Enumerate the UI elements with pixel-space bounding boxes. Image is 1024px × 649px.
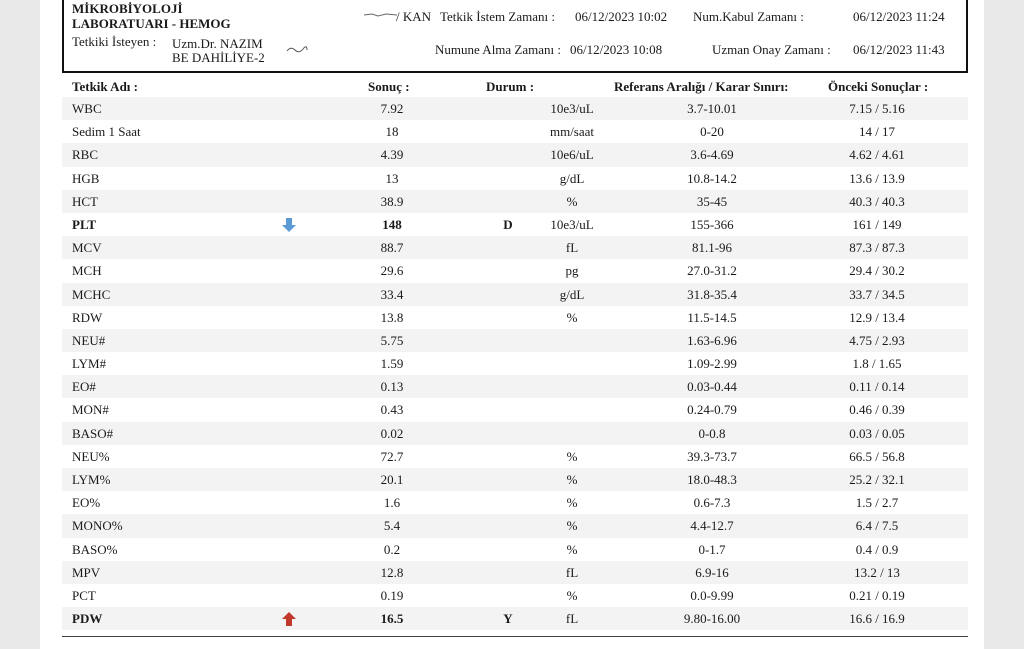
accept-time-label: Num.Kabul Zamanı : bbox=[693, 9, 804, 24]
test-name: MCV bbox=[72, 240, 102, 256]
table-row bbox=[62, 352, 968, 375]
table-row bbox=[62, 283, 968, 306]
unit: pg bbox=[565, 263, 579, 279]
table-row bbox=[62, 213, 968, 236]
unit: % bbox=[566, 472, 578, 487]
unit: % bbox=[566, 587, 578, 603]
result-value: 5.4 bbox=[383, 518, 401, 534]
result-value: 0.13 bbox=[380, 379, 404, 395]
unit: g/dL bbox=[559, 170, 585, 186]
header-divider bbox=[62, 71, 968, 73]
reference-range: 3.6-4.69 bbox=[690, 147, 734, 163]
table-row bbox=[62, 584, 968, 607]
previous-results: 0.4 / 0.9 bbox=[855, 541, 899, 557]
result-value: 18 bbox=[385, 124, 399, 140]
result-value: 12.8 bbox=[380, 564, 404, 580]
table-row bbox=[62, 491, 968, 514]
table-row bbox=[62, 445, 968, 468]
status-flag: Y bbox=[503, 611, 513, 627]
table-row bbox=[62, 97, 968, 120]
unit: % bbox=[566, 448, 578, 464]
previous-results: 16.6 / 16.9 bbox=[849, 611, 905, 627]
unit: fL bbox=[565, 564, 579, 580]
previous-results: 0.03 / 0.05 bbox=[849, 425, 905, 441]
reference-range: 155-366 bbox=[690, 216, 734, 232]
lab-name-line1: MİKROBİYOLOJİ bbox=[72, 1, 183, 16]
reference-range: 6.9-16 bbox=[695, 564, 729, 580]
result-value: 7.92 bbox=[380, 101, 404, 116]
reference-range: 18.0-48.3 bbox=[687, 472, 737, 487]
table-row bbox=[62, 329, 968, 352]
table-row bbox=[62, 190, 968, 213]
previous-results: 29.4 / 30.2 bbox=[849, 263, 905, 279]
result-value: 38.9 bbox=[380, 193, 404, 209]
result-value: 13 bbox=[385, 170, 399, 186]
result-value: 72.7 bbox=[380, 448, 404, 464]
status-flag: D bbox=[503, 216, 513, 232]
reference-range: 9.80-16.00 bbox=[683, 611, 741, 627]
redacted-mark bbox=[286, 44, 308, 54]
result-value: 88.7 bbox=[380, 240, 404, 256]
reference-range: 0-1.7 bbox=[698, 541, 726, 557]
table-row bbox=[62, 561, 968, 584]
test-name: HGB bbox=[72, 170, 100, 186]
unit: % bbox=[566, 193, 578, 209]
result-value: 16.5 bbox=[380, 611, 404, 627]
footer-divider bbox=[62, 636, 968, 637]
test-name: PLT bbox=[72, 216, 97, 232]
col-header-reference: Referans Aralığı / Karar Sınırı: bbox=[614, 79, 789, 94]
table-row bbox=[62, 167, 968, 190]
accept-time: 06/12/2023 11:24 bbox=[853, 9, 945, 24]
previous-results: 13.6 / 13.9 bbox=[849, 170, 905, 186]
previous-results: 161 / 149 bbox=[852, 216, 902, 232]
approve-time-label: Uzman Onay Zamanı : bbox=[712, 42, 831, 57]
test-name: MPV bbox=[72, 564, 101, 580]
previous-results: 4.62 / 4.61 bbox=[849, 147, 905, 163]
result-value: 5.75 bbox=[380, 332, 404, 348]
test-name: NEU# bbox=[72, 332, 106, 348]
reference-range: 3.7-10.01 bbox=[687, 101, 737, 116]
test-name: RBC bbox=[72, 147, 99, 163]
reference-range: 39.3-73.7 bbox=[687, 448, 737, 464]
table-row bbox=[62, 422, 968, 445]
unit: 10e6/uL bbox=[550, 147, 594, 163]
reference-range: 81.1-96 bbox=[691, 240, 733, 256]
previous-results: 0.11 / 0.14 bbox=[849, 379, 905, 395]
table-row bbox=[62, 236, 968, 259]
result-value: 0.02 bbox=[380, 425, 404, 441]
previous-results: 87.3 / 87.3 bbox=[849, 240, 905, 256]
test-name: WBC bbox=[72, 101, 102, 116]
results-table bbox=[62, 97, 968, 630]
previous-results: 33.7 / 34.5 bbox=[849, 286, 905, 302]
request-time: 06/12/2023 10:02 bbox=[575, 9, 668, 24]
test-name: BASO% bbox=[72, 541, 118, 557]
test-name: NEU% bbox=[72, 448, 110, 464]
reference-range: 0.6-7.3 bbox=[693, 495, 731, 511]
reference-range: 0-0.8 bbox=[698, 425, 726, 441]
table-row bbox=[62, 143, 968, 166]
result-value: 13.8 bbox=[380, 309, 404, 325]
previous-results: 0.46 / 0.39 bbox=[849, 402, 905, 418]
result-value: 0.2 bbox=[383, 541, 401, 557]
previous-results: 4.75 / 2.93 bbox=[849, 332, 905, 348]
col-header-name: Tetkik Adı : bbox=[72, 79, 138, 94]
requester-department: BE DAHİLİYE-2 bbox=[172, 50, 265, 65]
previous-results: 14 / 17 bbox=[858, 124, 896, 140]
test-name: BASO# bbox=[72, 425, 114, 441]
request-time-label: Tetkik İstem Zamanı : bbox=[440, 9, 555, 24]
reference-range: 0.03-0.44 bbox=[687, 379, 737, 395]
result-value: 33.4 bbox=[380, 286, 404, 302]
result-value: 1.59 bbox=[380, 356, 404, 372]
unit: g/dL bbox=[559, 286, 585, 302]
reference-range: 10.8-14.2 bbox=[687, 170, 737, 186]
sample-time-label: Numune Alma Zamanı : bbox=[435, 42, 562, 57]
unit: % bbox=[566, 518, 578, 534]
test-name: Sedim 1 Saat bbox=[72, 124, 141, 140]
test-name: LYM# bbox=[72, 356, 107, 372]
test-name: MCHC bbox=[72, 286, 111, 302]
reference-range: 31.8-35.4 bbox=[687, 286, 737, 302]
table-row bbox=[62, 514, 968, 537]
result-value: 20.1 bbox=[380, 472, 404, 487]
frame-right-border bbox=[966, 0, 968, 72]
previous-results: 66.5 / 56.8 bbox=[849, 448, 905, 464]
table-row bbox=[62, 538, 968, 561]
previous-results: 1.8 / 1.65 bbox=[852, 356, 902, 372]
col-header-status: Durum : bbox=[486, 79, 535, 94]
previous-results: 0.21 / 0.19 bbox=[849, 587, 905, 603]
reference-range: 4.4-12.7 bbox=[690, 518, 734, 534]
approve-time: 06/12/2023 11:43 bbox=[853, 42, 945, 57]
reference-range: 0.24-0.79 bbox=[687, 402, 737, 418]
table-row bbox=[62, 259, 968, 282]
unit: % bbox=[566, 309, 578, 325]
previous-results: 12.9 / 13.4 bbox=[849, 309, 905, 325]
unit: fL bbox=[565, 611, 579, 627]
test-name: EO# bbox=[72, 379, 96, 395]
previous-results: 6.4 / 7.5 bbox=[855, 518, 899, 534]
frame-left-border bbox=[62, 0, 64, 72]
test-name: PDW bbox=[72, 611, 103, 627]
unit: mm/saat bbox=[549, 124, 595, 140]
table-row bbox=[62, 468, 968, 491]
unit: 10e3/uL bbox=[550, 216, 594, 232]
unit: 10e3/uL bbox=[550, 101, 594, 116]
requester-label: Tetkiki İsteyen : bbox=[72, 34, 157, 49]
lab-name-line2: LABORATUARI - HEMOG bbox=[72, 16, 231, 31]
col-header-result: Sonuç : bbox=[368, 79, 410, 94]
table-row bbox=[62, 120, 968, 143]
down-arrow-icon bbox=[280, 216, 298, 234]
table-row bbox=[62, 607, 968, 630]
reference-range: 1.09-2.99 bbox=[687, 356, 737, 372]
unit: fL bbox=[565, 240, 579, 256]
test-name: HCT bbox=[72, 193, 98, 209]
reference-range: 0.0-9.99 bbox=[690, 587, 734, 603]
table-row bbox=[62, 375, 968, 398]
test-name: RDW bbox=[72, 309, 103, 325]
test-name: PCT bbox=[72, 587, 96, 603]
reference-range: 0-20 bbox=[700, 124, 724, 140]
reference-range: 27.0-31.2 bbox=[687, 263, 737, 279]
redacted-mark bbox=[364, 12, 398, 18]
unit: % bbox=[566, 541, 578, 557]
up-arrow-icon bbox=[280, 610, 298, 628]
result-value: 148 bbox=[382, 216, 402, 232]
test-name: MONO% bbox=[72, 518, 123, 534]
previous-results: 13.2 / 13 bbox=[854, 564, 900, 580]
result-value: 4.39 bbox=[380, 147, 404, 163]
previous-results: 40.3 / 40.3 bbox=[849, 193, 905, 209]
reference-range: 35-45 bbox=[696, 193, 728, 209]
reference-range: 11.5-14.5 bbox=[687, 309, 737, 325]
sample-type: / KAN bbox=[396, 9, 432, 24]
previous-results: 7.15 / 5.16 bbox=[849, 101, 905, 116]
test-name: MON# bbox=[72, 402, 109, 418]
test-name: EO% bbox=[72, 495, 101, 511]
result-value: 0.43 bbox=[380, 402, 404, 418]
requester-name: Uzm.Dr. NAZIM bbox=[172, 36, 263, 51]
test-name: LYM% bbox=[72, 472, 111, 487]
previous-results: 1.5 / 2.7 bbox=[855, 495, 899, 511]
test-name: MCH bbox=[72, 263, 102, 279]
col-header-previous: Önceki Sonuçlar : bbox=[828, 79, 929, 94]
table-row bbox=[62, 306, 968, 329]
result-value: 29.6 bbox=[380, 263, 404, 279]
sample-time: 06/12/2023 10:08 bbox=[570, 42, 663, 57]
result-value: 0.19 bbox=[380, 587, 404, 603]
table-row bbox=[62, 398, 968, 421]
reference-range: 1.63-6.96 bbox=[687, 332, 737, 348]
unit: % bbox=[566, 495, 578, 511]
previous-results: 25.2 / 32.1 bbox=[849, 472, 905, 487]
result-value: 1.6 bbox=[383, 495, 401, 511]
